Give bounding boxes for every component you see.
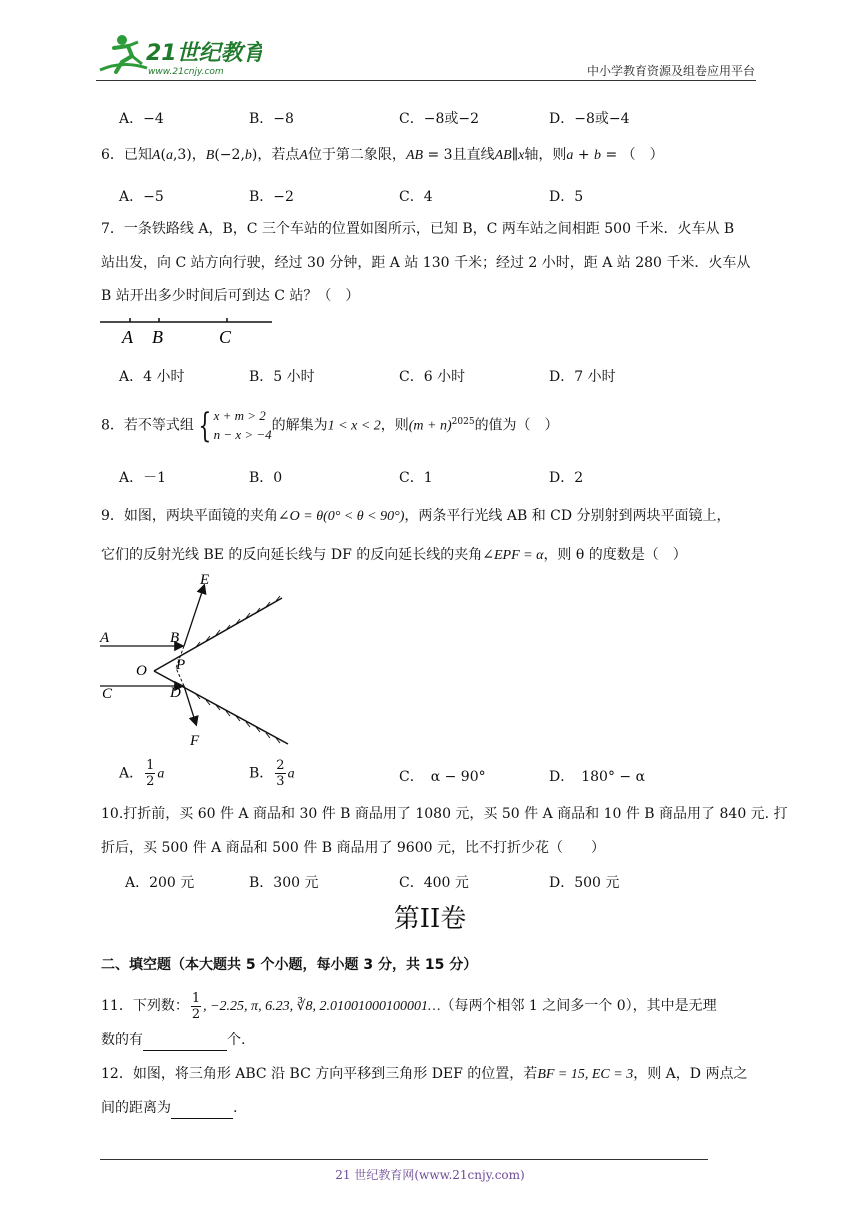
question-8: 8．若不等式组 { x + m > 2 n − x > −4的解集为1 < x < 2，则$(m + n)^{2025}$的值为（ ） — [101, 405, 559, 446]
mirror-figure — [96, 572, 296, 752]
q7-option-d: D．7 小时 — [549, 369, 616, 385]
railway-figure — [98, 312, 278, 348]
question-9-line-1: 9．如图，两块平面镜的夹角∠O = θ(0° < θ < 90°)，两条平行光线 AB 和 CD 分别射到两块平面镜上， — [101, 508, 731, 524]
footer-divider — [100, 1159, 708, 1160]
q9-option-b: B． $\frac{2}{3}$ a — [249, 758, 295, 789]
q11-answer-blank[interactable] — [143, 1030, 227, 1051]
header-platform-text: 中小学教育资源及组卷应用平台 — [586, 64, 755, 78]
question-10-line-1: 10.打折前，买 60 件 A 商品和 30 件 B 商品用了 1080 元，买 50 件 A 商品和 10 件 B 商品用了 840 元. 打 — [101, 806, 788, 822]
question-7-line-2: 站出发，向 C 站方向行驶，经过 30 分钟，距 A 站 130 千米；经过 2 小时，距 A 站 280 千米．火车从 — [101, 255, 751, 271]
q9-option-d: D． 180° − α — [549, 769, 646, 785]
question-6: 6．已知A(a,3)，B(−2,b)，若点A位于第二象限，AB = 3且直线AB∥x轴，则a + b = （ ） — [101, 147, 664, 163]
logo-url: www.21cnjy.com — [148, 67, 224, 77]
question-11-line-1: 11．下列数： $\frac{1}{2}$ , −2.25, π, 6.23, ∛8, 2.01001000100001…（每两个相邻 1 之间多一个 0），其中是无理 — [101, 990, 717, 1022]
q10-option-c: C．400 元 — [399, 875, 469, 891]
q5-option-a: A．−4 — [119, 111, 164, 127]
label-d: D — [170, 685, 181, 701]
q10-option-d: D．500 元 — [549, 875, 620, 891]
question-12-line-2: 间的距离为 . — [101, 1098, 764, 1119]
q5-option-d: D．−8或−4 — [549, 111, 630, 127]
footer-text[interactable]: 21 世纪教育网(www.21cnjy.com) — [335, 1168, 525, 1182]
q5-option-b: B．−8 — [249, 111, 294, 127]
label-e: E — [200, 572, 210, 588]
logo-text: 21世纪教育 — [146, 41, 262, 66]
q7-option-c: C．6 小时 — [399, 369, 466, 385]
q8-option-b: B．0 — [249, 470, 283, 486]
q5-option-c: C．−8或−2 — [399, 111, 479, 127]
question-7-line-3: B 站开出多少时间后可到达 C 站？（ ） — [101, 288, 360, 304]
q7-option-a: A．4 小时 — [119, 369, 185, 385]
question-9-line-2: 它们的反射光线 BE 的反向延长线与 DF 的反向延长线的夹角∠EPF = α，则 θ 的度数是（ ） — [101, 547, 687, 563]
site-logo — [92, 30, 262, 80]
q10-option-b: B．300 元 — [249, 875, 319, 891]
station-a-label: A — [122, 327, 133, 347]
label-c: C — [102, 686, 113, 702]
section-title: 第II卷 — [393, 904, 467, 934]
q7-option-b: B．5 小时 — [249, 369, 315, 385]
station-c-label: C — [219, 327, 232, 347]
header-divider — [96, 80, 756, 81]
label-p: P — [176, 657, 186, 673]
q6-option-d: D．5 — [549, 189, 584, 205]
q9-option-a: A． $\frac{1}{2}$ a — [119, 758, 165, 789]
runner-logo-icon — [92, 30, 262, 80]
question-12-line-1: 12．如图，将三角形 ABC 沿 BC 方向平移到三角形 DEF 的位置，若BF = 15, EC = 3，则 A，D 两点之 — [101, 1066, 748, 1082]
q6-option-b: B．−2 — [249, 189, 294, 205]
label-a: A — [100, 630, 110, 646]
question-10-line-2: 折后，买 500 件 A 商品和 500 件 B 商品用了 9600 元，比不打折少花（ ） — [101, 840, 605, 856]
q12-answer-blank[interactable] — [171, 1098, 233, 1119]
q9-option-c: C． α − 90° — [399, 769, 486, 785]
q8-option-c: C．1 — [399, 470, 433, 486]
station-b-label: B — [152, 327, 163, 347]
label-o: O — [136, 663, 147, 679]
label-b: B — [170, 630, 180, 646]
question-11-line-2: 数的有 个. — [101, 1030, 764, 1051]
label-f: F — [190, 733, 200, 749]
q6-option-a: A．−5 — [119, 189, 164, 205]
part-2-heading: 二、填空题（本大题共 5 个小题，每小题 3 分，共 15 分） — [101, 957, 478, 973]
q8-option-d: D．2 — [549, 470, 584, 486]
question-7-line-1: 7．一条铁路线 A，B，C 三个车站的位置如图所示，已知 B，C 两车站之间相距 500 千米．火车从 B — [101, 221, 735, 237]
q6-option-c: C．4 — [399, 189, 433, 205]
q10-option-a: A．200 元 — [125, 875, 195, 891]
q8-option-a: A．－1 — [119, 470, 167, 486]
